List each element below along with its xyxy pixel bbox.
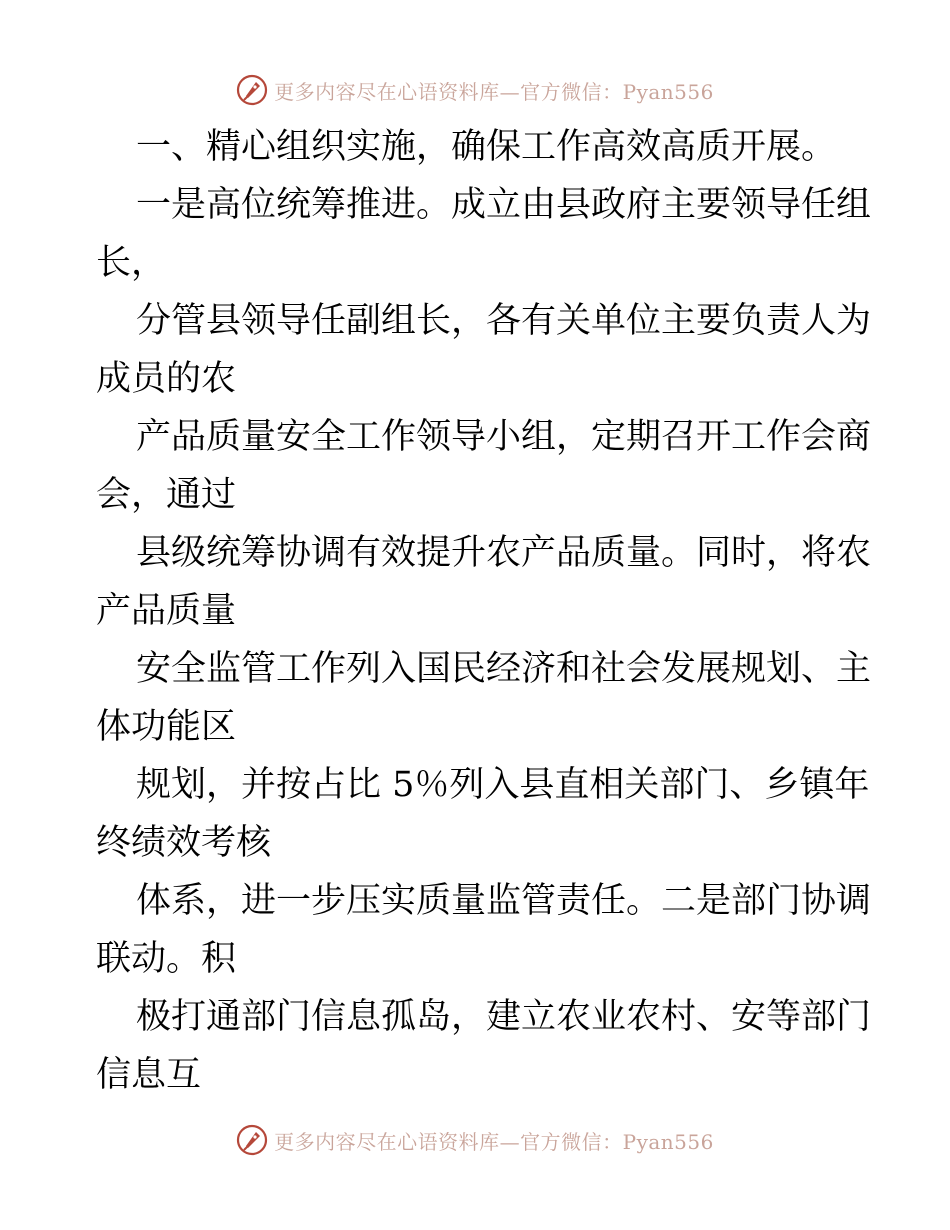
footer-banner <box>0 1122 950 1158</box>
document-body <box>96 118 872 1104</box>
text-line: 一是高位统筹推进。成立由县政府主要领导任组 <box>136 185 872 225</box>
text-line: 信息互 <box>96 1055 202 1095</box>
text-line: 分管县领导任副组长，各有关单位主要负责人为 <box>136 301 872 341</box>
header-banner-text: 更多内容尽在心语资料库—官方微信：Pyan556 <box>274 79 714 104</box>
text-line: 规划，并按占比 5％列入县直相关部门、乡镇年 <box>136 765 870 805</box>
text-line: 县级统筹协调有效提升农产品质量。同时，将农 <box>136 533 872 573</box>
pen-nib-logo-icon <box>236 1124 268 1156</box>
text-line: 联动。积 <box>96 939 237 979</box>
text-line: 终绩效考核 <box>96 823 272 863</box>
text-line: 产品质量安全工作领导小组，定期召开工作会商 <box>136 417 872 457</box>
text-line: 极打通部门信息孤岛，建立农业农村、安等部门 <box>136 997 872 1037</box>
text-line: 成员的农 <box>96 359 237 399</box>
header-banner <box>0 72 950 108</box>
footer-banner-text: 更多内容尽在心语资料库—官方微信：Pyan556 <box>274 1129 714 1154</box>
text-line: 会，通过 <box>96 475 237 515</box>
text-line: 产品质量 <box>96 591 237 631</box>
text-line: 长， <box>96 243 167 283</box>
text-line: 一、精心组织实施，确保工作高效高质开展。 <box>136 127 837 167</box>
text-line: 体系，进一步压实质量监管责任。二是部门协调 <box>136 881 872 921</box>
text-line: 安全监管工作列入国民经济和社会发展规划、主 <box>136 649 872 689</box>
text-line: 体功能区 <box>96 707 237 747</box>
pen-nib-logo-icon <box>236 74 268 106</box>
